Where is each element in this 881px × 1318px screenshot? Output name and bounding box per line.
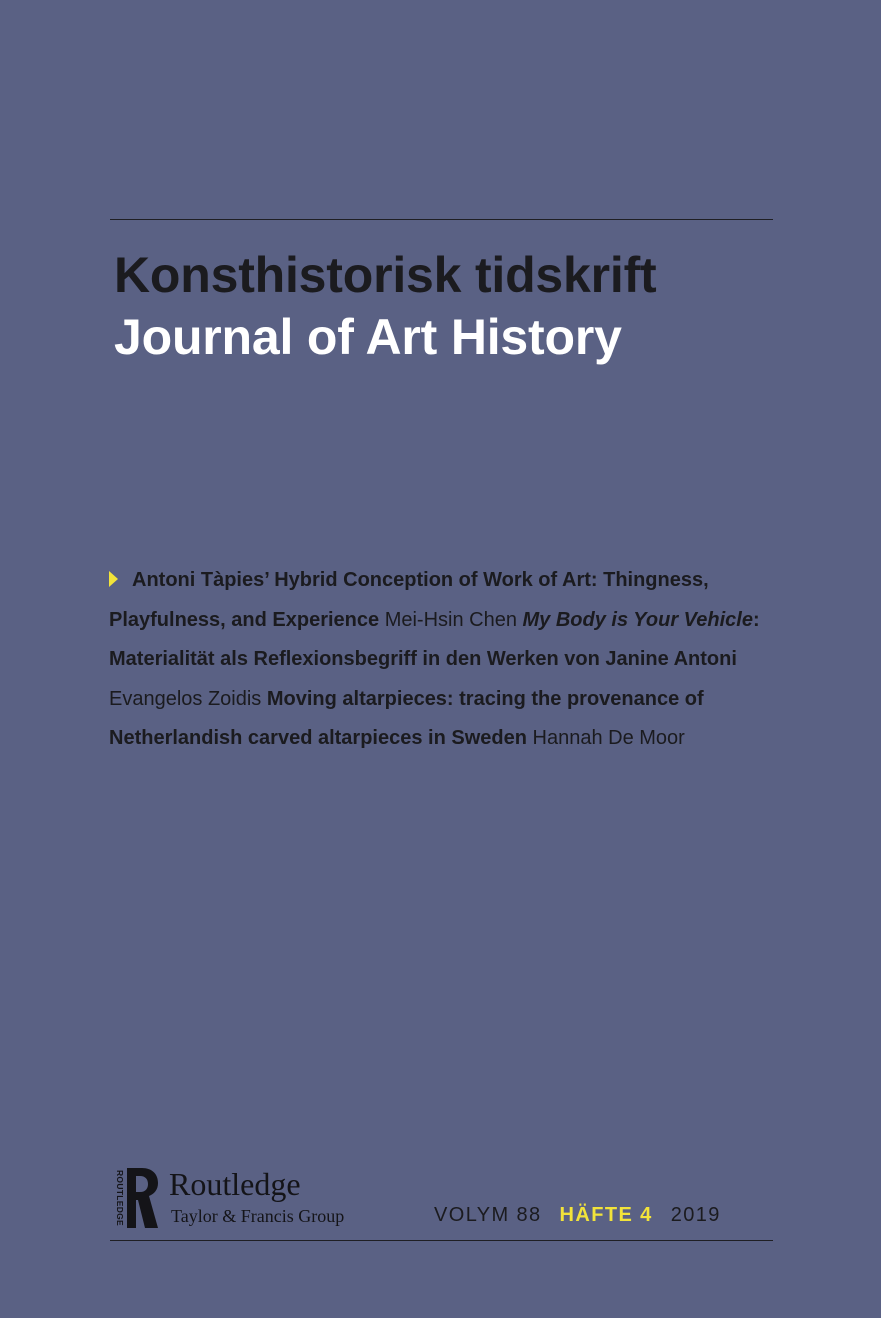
article-1-author: Mei-Hsin Chen (384, 608, 517, 631)
issue-number: HÄFTE 4 (559, 1204, 653, 1226)
publisher-name: Routledge (169, 1166, 301, 1202)
table-of-contents (109, 561, 769, 759)
article-3-author: Hannah De Moor (532, 727, 685, 749)
article-2-title-italic: My Body is Your Vehicle (522, 608, 753, 631)
routledge-logo-icon (112, 1166, 160, 1230)
journal-title (114, 244, 794, 368)
routledge-logo-text: ROUTLEDGE (114, 1169, 125, 1227)
bottom-rule (110, 1240, 773, 1241)
top-rule (110, 219, 773, 220)
journal-title-swedish: Konsthistorisk tidskrift (114, 247, 657, 303)
issue-info (434, 1203, 721, 1227)
article-1-title: Antoni Tàpies’ Hybrid Conception of Work of Art: Thingness, Playfulness, and Experience (109, 569, 709, 631)
article-2-title-rest: : Materialität als Reflexionsbegriff in den Werken von Janine Antoni (109, 608, 760, 670)
issue-year: 2019 (670, 1204, 721, 1226)
article-3-title: Moving altarpieces: tracing the provenance of Netherlandish carved altarpieces in Sweden (109, 687, 704, 749)
journal-title-english: Journal of Art History (114, 309, 622, 365)
publisher-group: Taylor & Francis Group (171, 1206, 345, 1226)
article-2-author: Evangelos Zoidis (109, 687, 262, 710)
volume-label: VOLYM 88 (434, 1204, 542, 1226)
triangle-marker-icon (109, 571, 118, 587)
publisher-logo (112, 1163, 372, 1231)
